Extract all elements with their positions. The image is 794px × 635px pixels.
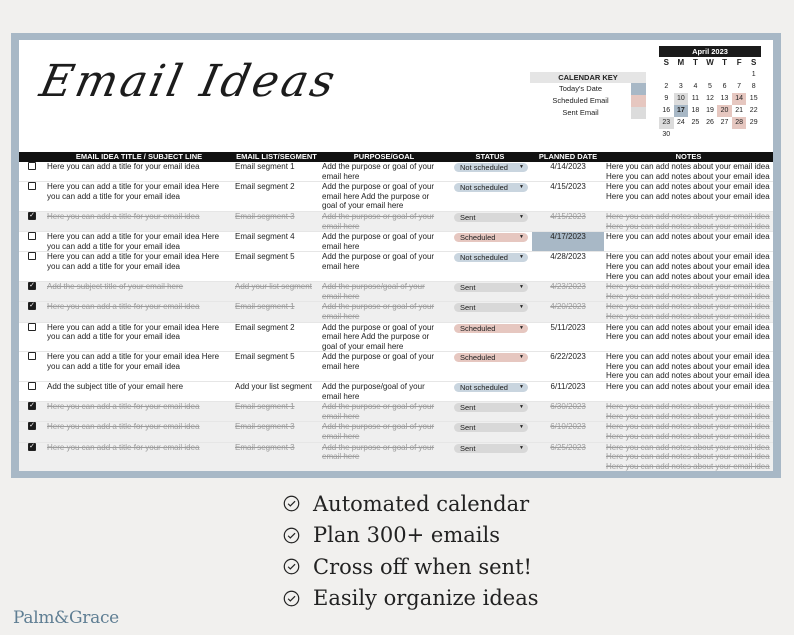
planned-date[interactable]: 6/10/2023 <box>550 422 586 432</box>
status-value: Not scheduled <box>460 253 508 263</box>
calendar-day[interactable]: 9 <box>664 95 669 102</box>
email-title[interactable]: Add the subject title of your email here <box>47 382 184 392</box>
email-title[interactable]: Add the subject title of your email here <box>47 282 184 292</box>
email-title[interactable]: Here you can add a title for your email idea Here you can add a title for your email idea <box>47 252 220 271</box>
calendar-blank <box>717 69 732 81</box>
status-cell <box>448 323 532 352</box>
sent-checkbox[interactable] <box>28 182 36 190</box>
row-checkbox-cell <box>19 422 45 441</box>
email-title[interactable]: Here you can add a title for your email idea <box>47 162 200 171</box>
table-row <box>19 232 773 252</box>
calendar-blank <box>732 69 747 81</box>
email-title[interactable]: Here you can add a title for your email idea Here you can add a title for your email idea <box>47 182 220 201</box>
table-row <box>19 182 773 212</box>
sent-checkbox[interactable]: ✓ <box>29 282 35 290</box>
email-segment[interactable]: Email segment 3 <box>235 442 295 452</box>
email-purpose[interactable]: Add the purpose or goal of your email here Add the purpose or goal of your email here <box>322 182 435 211</box>
chevron-down-icon: ▼ <box>519 254 524 261</box>
email-segment[interactable]: Email segment 1 <box>235 302 295 312</box>
email-segment[interactable]: Email segment 3 <box>235 422 295 432</box>
calendar-key-heading: CALENDAR KEY <box>530 72 646 83</box>
check-circle-icon <box>283 495 300 512</box>
email-title[interactable]: Here you can add a title for your email idea <box>47 442 200 452</box>
planned-date[interactable]: 6/30/2023 <box>550 402 586 412</box>
chevron-down-icon: ▼ <box>519 234 524 241</box>
calendar-weekday: T <box>722 58 727 67</box>
calendar-weekday: W <box>706 58 714 67</box>
planned-date[interactable]: 4/15/2023 <box>550 211 586 221</box>
status-cell <box>448 252 532 281</box>
calendar-key-scheduled: Scheduled Email <box>530 95 646 107</box>
status-dropdown[interactable] <box>454 423 528 432</box>
header-segment: EMAIL LIST/SEGMENT <box>236 152 317 161</box>
calendar-key-today: Today's Date <box>530 83 646 95</box>
email-segment[interactable]: Email segment 1 <box>235 402 295 412</box>
calendar-weekday: T <box>692 58 698 67</box>
calendar-day[interactable]: 27 <box>720 119 729 126</box>
sent-checkbox[interactable] <box>28 382 36 390</box>
table-row <box>19 323 773 353</box>
sent-swatch <box>631 107 646 119</box>
status-dropdown[interactable] <box>454 283 528 292</box>
check-circle-icon <box>283 558 300 575</box>
status-dropdown[interactable] <box>454 324 528 333</box>
calendar-day[interactable]: 5 <box>708 83 712 90</box>
chevron-down-icon: ▼ <box>519 164 524 170</box>
planned-date[interactable]: 5/11/2023 <box>550 322 586 332</box>
status-dropdown[interactable] <box>454 444 528 453</box>
status-dropdown[interactable] <box>454 383 528 392</box>
scheduled-swatch <box>631 95 646 107</box>
calendar-day[interactable]: 4 <box>693 83 698 90</box>
chevron-down-icon: ▼ <box>519 184 524 191</box>
calendar-day[interactable]: 14 <box>732 93 747 105</box>
row-checkbox-cell <box>19 352 45 381</box>
calendar-day[interactable]: 19 <box>706 107 714 114</box>
calendar-day[interactable]: 20 <box>717 105 732 117</box>
calendar-grid <box>659 57 761 141</box>
status-value: Not scheduled <box>460 163 508 172</box>
status-value: Sent <box>460 403 476 413</box>
planned-date[interactable]: 6/11/2023 <box>550 382 586 392</box>
mini-calendar <box>659 46 761 141</box>
sent-checkbox[interactable] <box>28 352 36 360</box>
status-cell <box>448 302 532 321</box>
table-row <box>19 443 773 471</box>
email-segment[interactable]: Email segment 5 <box>235 352 295 362</box>
email-notes[interactable]: Here you can add notes about your email idea Here you can add notes about your email idea <box>606 402 770 421</box>
sent-checkbox[interactable] <box>28 232 36 240</box>
email-segment[interactable]: Email segment 3 <box>235 211 295 221</box>
sent-checkbox[interactable]: ✓ <box>29 211 35 219</box>
status-cell <box>448 282 532 301</box>
table-row <box>19 422 773 442</box>
calendar-key-sent: Sent Email <box>530 107 646 119</box>
calendar-day[interactable]: 22 <box>749 107 758 114</box>
sent-checkbox[interactable] <box>28 252 36 260</box>
page-title: Email Ideas <box>35 56 343 107</box>
calendar-day[interactable]: 21 <box>735 107 744 114</box>
status-dropdown[interactable] <box>454 163 528 172</box>
email-notes[interactable]: Here you can add notes about your email idea Here you can add notes about your email idea Here you can add notes about your email idea <box>606 442 770 471</box>
table-row <box>19 352 773 382</box>
header-status: STATUS <box>475 152 505 161</box>
feature-item: Easily organize ideas <box>283 583 539 615</box>
calendar-day[interactable]: 1 <box>751 71 756 78</box>
email-title[interactable]: Here you can add a title for your email idea <box>47 422 200 432</box>
planned-date[interactable]: 4/15/2023 <box>550 182 586 192</box>
email-purpose[interactable]: Add the purpose/goal of your email here <box>322 282 425 301</box>
email-purpose[interactable]: Add the purpose or goal of your email here <box>322 352 435 371</box>
sent-checkbox[interactable]: ✓ <box>29 442 35 450</box>
spreadsheet <box>19 40 773 471</box>
table-row <box>19 252 773 282</box>
email-title[interactable]: Here you can add a title for your email idea Here you can add a title for your email idea <box>47 322 220 342</box>
sent-checkbox[interactable]: ✓ <box>29 422 35 430</box>
planned-date[interactable]: 4/28/2023 <box>550 252 586 262</box>
email-notes[interactable]: Here you can add notes about your email idea Here you can add notes about your email idea <box>606 182 770 201</box>
table-row <box>19 382 773 402</box>
calendar-weekday: F <box>736 58 742 67</box>
table-body <box>19 162 773 471</box>
calendar-key <box>530 72 646 119</box>
email-purpose[interactable]: Add the purpose or goal of your email here <box>322 211 435 231</box>
email-notes[interactable]: Here you can add notes about your email idea <box>606 382 770 392</box>
check-circle-icon <box>283 590 300 607</box>
row-checkbox-cell <box>19 443 45 471</box>
email-segment[interactable]: Email segment 2 <box>235 322 295 332</box>
check-circle-icon <box>283 527 300 544</box>
status-value: Sent <box>460 423 476 433</box>
calendar-day[interactable]: 2 <box>664 83 669 90</box>
row-checkbox-cell <box>19 162 45 181</box>
email-title[interactable]: Here you can add a title for your email idea Here you can add a title for your email idea <box>47 352 220 371</box>
status-value: Sent <box>460 283 476 293</box>
today-swatch <box>631 83 646 95</box>
feature-list <box>283 488 539 614</box>
planned-date[interactable]: 6/22/2023 <box>550 352 586 362</box>
brand-logo: Palm&Grace <box>13 608 119 628</box>
row-checkbox-cell <box>19 302 45 321</box>
status-value: Not scheduled <box>460 383 508 393</box>
table-row <box>19 402 773 422</box>
status-cell <box>448 402 532 421</box>
email-notes[interactable]: Here you can add notes about your email idea Here you can add notes about your email idea <box>606 422 770 442</box>
email-segment[interactable]: Email segment 5 <box>235 252 295 262</box>
calendar-day[interactable]: 3 <box>678 83 683 90</box>
sent-checkbox[interactable]: ✓ <box>29 402 35 410</box>
status-dropdown[interactable] <box>454 303 528 312</box>
status-cell <box>448 422 532 441</box>
status-cell <box>448 352 532 381</box>
row-checkbox-cell <box>19 252 45 281</box>
sent-checkbox[interactable] <box>28 162 36 170</box>
table-row <box>19 162 773 182</box>
email-purpose[interactable]: Add the purpose or goal of your email here <box>322 422 435 442</box>
table-row <box>19 302 773 322</box>
status-value: Scheduled <box>460 353 496 363</box>
calendar-day[interactable]: 16 <box>662 107 671 114</box>
spreadsheet-frame <box>11 33 781 478</box>
planned-date[interactable]: 4/14/2023 <box>550 162 586 171</box>
calendar-blank <box>703 69 718 81</box>
email-title[interactable]: Here you can add a title for your email idea <box>47 402 200 412</box>
calendar-day[interactable]: 15 <box>749 95 758 102</box>
planned-date[interactable]: 4/23/2023 <box>550 282 586 292</box>
status-cell <box>448 162 532 181</box>
status-value: Scheduled <box>460 233 496 243</box>
status-value: Scheduled <box>460 323 496 333</box>
email-notes[interactable]: Here you can add notes about your email idea Here you can add notes about your email idea <box>606 322 770 342</box>
email-segment[interactable]: Add your list segment <box>235 382 312 392</box>
email-segment[interactable]: Email segment 4 <box>235 232 295 242</box>
calendar-day[interactable]: 26 <box>706 119 714 126</box>
email-notes[interactable]: Here you can add notes about your email idea Here you can add notes about your email idea <box>606 162 770 181</box>
row-checkbox-cell <box>19 212 45 231</box>
status-dropdown[interactable] <box>454 183 528 192</box>
email-title[interactable]: Here you can add a title for your email idea Here you can add a title for your email idea <box>47 232 220 251</box>
calendar-weekday: M <box>677 58 685 67</box>
email-purpose[interactable]: Add the purpose or goal of your email here <box>322 442 435 462</box>
row-checkbox-cell <box>19 402 45 421</box>
row-checkbox-cell <box>19 232 45 251</box>
email-purpose[interactable]: Add the purpose or goal of your email here <box>322 252 435 271</box>
calendar-weekday: S <box>663 58 669 67</box>
email-notes[interactable]: Here you can add notes about your email idea <box>606 232 770 242</box>
calendar-day[interactable]: 29 <box>749 119 758 126</box>
calendar-day[interactable]: 10 <box>674 93 689 105</box>
chevron-down-icon: ▼ <box>519 324 524 331</box>
feature-item: Cross off when sent! <box>283 551 539 583</box>
calendar-day[interactable]: 11 <box>691 95 700 102</box>
chevron-down-icon: ▼ <box>519 304 524 311</box>
chevron-down-icon: ▼ <box>519 404 524 411</box>
chevron-down-icon: ▼ <box>519 424 524 431</box>
status-cell <box>448 212 532 231</box>
header-title: EMAIL IDEA TITLE / SUBJECT LINE <box>75 152 203 161</box>
status-dropdown[interactable] <box>454 233 528 242</box>
header-purpose: PURPOSE/GOAL <box>353 152 415 161</box>
email-purpose[interactable]: Add the purpose or goal of your email here <box>322 402 435 421</box>
table-row <box>19 212 773 232</box>
status-cell <box>448 182 532 211</box>
email-notes[interactable]: Here you can add notes about your email idea Here you can add notes about your email idea <box>606 211 770 231</box>
status-cell <box>448 382 532 401</box>
status-dropdown[interactable] <box>454 213 528 222</box>
calendar-day[interactable]: 24 <box>676 119 685 126</box>
feature-item: Plan 300+ emails <box>283 520 539 552</box>
status-dropdown[interactable] <box>454 353 528 362</box>
calendar-day[interactable]: 12 <box>706 95 714 102</box>
row-checkbox-cell <box>19 282 45 301</box>
chevron-down-icon: ▼ <box>519 354 524 361</box>
status-cell <box>448 443 532 471</box>
email-segment[interactable]: Email segment 1 <box>235 162 295 171</box>
row-checkbox-cell <box>19 182 45 211</box>
status-value: Sent <box>460 303 476 313</box>
email-purpose[interactable]: Add the purpose or goal of your email here <box>322 162 435 181</box>
calendar-day[interactable]: 13 <box>720 95 729 102</box>
header-date: PLANNED DATE <box>538 152 598 161</box>
email-notes[interactable]: Here you can add notes about your email idea Here you can add notes about your email idea <box>606 302 770 321</box>
status-value: Not scheduled <box>460 183 508 193</box>
chevron-down-icon: ▼ <box>519 284 524 291</box>
status-dropdown[interactable] <box>454 253 528 262</box>
email-purpose[interactable]: Add the purpose or goal of your email here <box>322 232 435 251</box>
planned-date[interactable]: 4/17/2023 <box>532 232 604 251</box>
status-value: Sent <box>460 443 476 453</box>
calendar-month: April 2023 <box>659 46 761 57</box>
status-cell <box>448 232 532 251</box>
calendar-day[interactable]: 6 <box>722 83 727 90</box>
status-dropdown[interactable] <box>454 403 528 412</box>
calendar-day[interactable]: 17 <box>674 105 689 117</box>
email-notes[interactable]: Here you can add notes about your email idea Here you can add notes about your email idea Here you can add notes about your email idea <box>606 352 770 381</box>
email-ideas-table <box>19 152 773 471</box>
row-checkbox-cell <box>19 323 45 352</box>
email-notes[interactable]: Here you can add notes about your email idea Here you can add notes about your email idea Here you can add notes about your email idea <box>606 252 770 281</box>
calendar-day[interactable]: 7 <box>737 83 742 90</box>
email-notes[interactable]: Here you can add notes about your email idea Here you can add notes about your email idea <box>606 282 770 301</box>
table-row <box>19 282 773 302</box>
planned-date[interactable]: 6/25/2023 <box>550 442 586 452</box>
status-value: Sent <box>460 212 476 222</box>
header-notes: NOTES <box>675 152 702 161</box>
calendar-day[interactable]: 30 <box>662 131 671 138</box>
header-check <box>19 152 45 162</box>
calendar-weekday: S <box>751 58 757 67</box>
sent-checkbox[interactable] <box>28 323 36 331</box>
email-title[interactable]: Here you can add a title for your email idea <box>47 302 200 312</box>
calendar-day[interactable]: 23 <box>659 117 674 129</box>
email-segment[interactable]: Email segment 2 <box>235 182 295 192</box>
sent-checkbox[interactable]: ✓ <box>29 302 35 310</box>
calendar-day[interactable]: 8 <box>751 83 756 90</box>
planned-date[interactable]: 4/20/2023 <box>550 302 586 312</box>
email-title[interactable]: Here you can add a title for your email idea <box>47 211 200 221</box>
feature-item: Automated calendar <box>283 488 539 520</box>
calendar-blank <box>674 69 689 81</box>
chevron-down-icon: ▼ <box>519 213 524 220</box>
calendar-day[interactable]: 25 <box>691 119 700 126</box>
calendar-blank <box>688 69 703 81</box>
email-purpose[interactable]: Add the purpose or goal of your email here Add the purpose or goal of your email here <box>322 322 435 351</box>
email-segment[interactable]: Add your list segment <box>235 282 312 292</box>
email-purpose[interactable]: Add the purpose or goal of your email here <box>322 302 435 321</box>
calendar-day[interactable]: 18 <box>691 107 700 114</box>
calendar-day[interactable]: 28 <box>732 117 747 129</box>
chevron-down-icon: ▼ <box>519 444 524 451</box>
email-purpose[interactable]: Add the purpose/goal of your email here <box>322 382 425 401</box>
chevron-down-icon: ▼ <box>519 384 524 391</box>
table-header <box>19 152 773 162</box>
calendar-blank <box>659 69 674 81</box>
row-checkbox-cell <box>19 382 45 401</box>
